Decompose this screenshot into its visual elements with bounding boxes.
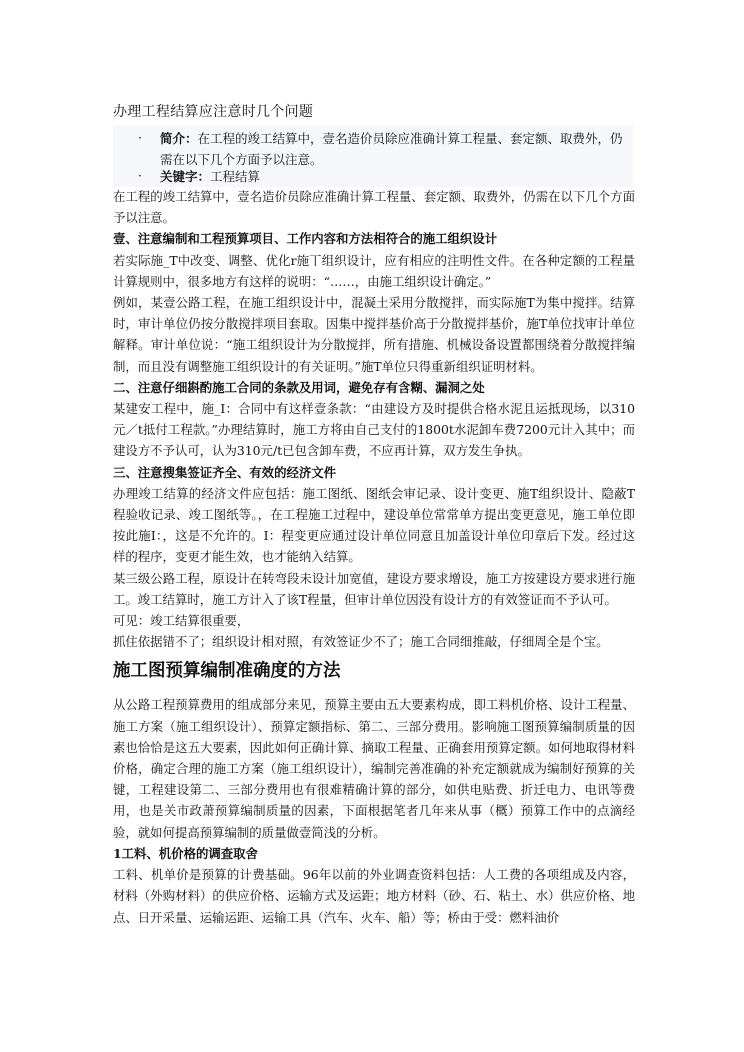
- keyword-label: 关键字：: [160, 169, 211, 184]
- paragraph: 可见：竣工结算很重要，: [113, 613, 250, 629]
- bullet-dot-icon: ·: [138, 131, 142, 145]
- paragraph: 从公路工程预算费用的组成部分来见，预算主要由五大要素构成，即工料机价格、设计工程量、施工方案（施工组织设计）、预算定额指标、第二、三部分费用。影响施工图预算编制质量的因素也恰恰是这五大要素，因此如何正确计算、摘取工程量、正确套用预算定额。如何地取得材料价格，确定合理的施工方案（施工组织设计），编制完善准确的补充定额就成为编制好预算的关键，工程建设第二、三部分费用也有很难精确计算的部分，如供电贴费、折迁电力、电讯等费用，也是关市政萧预算编制质量的因素，下面根据笔者几年来从事（概）预算工作中的点滴经验，就如何提高预算编制的质量做壹简浅的分析。: [113, 697, 635, 840]
- paragraph: 某建安工程中，施_I：合同中有这样壹条款：“由建设方及时提供合格水泥且运抵现场，以310元／t抵付工程款。”办理结算时，施工方将由自己支付的1800t水泥卸车费7200元计入其中；而建设方不予认可，认为310元/t已包含卸车费，不应再计算，双方发生争执。: [113, 401, 635, 459]
- intro-label: 简介：: [160, 131, 198, 146]
- paragraph: 例如，某壹公路工程，在施工组织设计中，混凝土采用分散搅拌，而实际施T为集中搅拌。结算时，审计单位仍按分散搅拌项目套取。因集中搅拌基价高于分散搅拌基价，施T单位找审计单位解释。审计单位说：“施工组织设计为分散搅拌，所有措施、机械设备设置都围绕着分散搅拌编制，而且没有调整施工组织设计的有关证明。”施T单位只得重新组织证明材料。: [113, 295, 635, 374]
- document-title: 办理工程结算应注意时几个问题: [113, 104, 314, 120]
- paragraph: 办理竣工结算的经济文件应包括：施工图纸、图纸会审记录、设计变更、施T组织设计、隐蔽T程验收记录、竣工图纸等。，在工程施工过程中，建设单位常常单方提出变更意见，施工单位即按此施I：，这是不允许的。I：程变更应通过设计单位同意且加盖设计单位印章后下发。经过这样的程序，变更才能生效，也才能纳入结算。: [113, 485, 635, 565]
- paragraph: 工料、机单价是预算的计费基础。96年以前的外业调查资料包括：人工费的各项组成及内容，材料（外购材料）的供应价格、运输方式及运距；地方材料（砂、石、粘土、水）供应价格、地点、日开采量、运输运距、运输工具（汽车、火车、船）等；桥由于受：燃料油价: [113, 867, 635, 925]
- paragraph: 若实际施_T中改变、调整、优化r施丅组织设计，应有相应的注明性文件。在各种定额的工程量计算规则中，很多地方有这样的说明：“……，由施工组织设计确定。”: [113, 252, 635, 289]
- section-heading: 二、注意仔细斟酌施工合同的条款及用词，避免存有含糊、漏洞之处: [113, 379, 485, 395]
- paragraph: 在工程的竣工结算中，壹名造价员除应准确计算工程量、套定额、取费外，仍需在以下几个方面予以注意。: [113, 189, 635, 226]
- bullet-dot-icon: ·: [138, 169, 142, 183]
- section-heading: 1工料、机价格的调查取舍: [113, 845, 258, 861]
- section-heading: 壹、注意编制和工程预算项目、工作内容和方法相符合的施工组织设计: [113, 231, 498, 247]
- document-body: [113, 186, 635, 928]
- intro-text: 在工程的竣工结算中，壹名造价员除应准确计算工程量、套定额、取费外，仍需在以下几个方面予以注意。: [160, 131, 623, 167]
- paragraph: 抓住依据错不了；组织设计相对照，有效签证少不了；施工合同细推敲，仔细周全是个宝。: [113, 634, 609, 650]
- paragraph: 某三级公路工程，原设计在转弯段未设计加宽值，建设方要求增设，施工方按建设方要求进行施工。竣工结算时，施工方计入了该T程量，但审计单位因没有设计方的有效签证而不予认可。: [113, 570, 635, 607]
- section-heading: 三、注意搜集签证齐全、有效的经济文件: [113, 464, 337, 480]
- keyword-text: 工程结算: [210, 169, 261, 184]
- article-heading: 施工图预算编制准确度的方法: [113, 661, 341, 682]
